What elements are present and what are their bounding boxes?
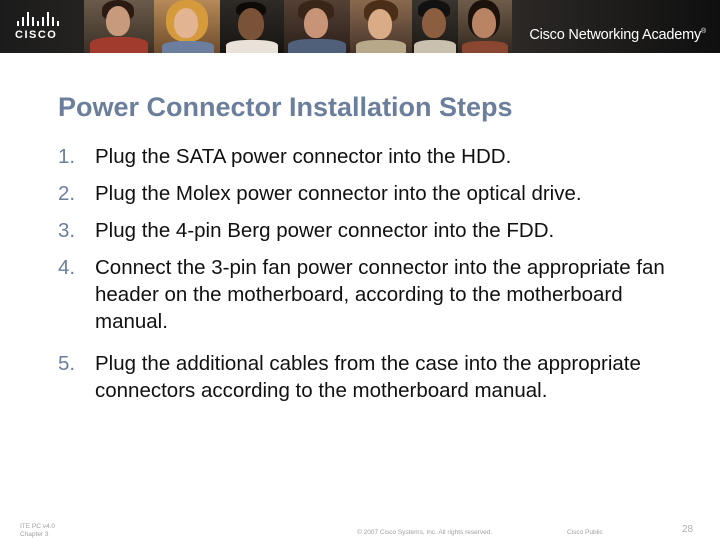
header-banner <box>0 0 720 53</box>
footer-classification: Cisco Public <box>567 529 603 536</box>
cisco-bridge-icon <box>17 12 67 26</box>
steps-list <box>58 143 698 414</box>
step-item <box>58 217 698 244</box>
page-number: 28 <box>682 524 694 535</box>
footer-chapter: Chapter 3 <box>20 531 49 538</box>
footer-course-info <box>20 523 55 539</box>
cisco-logo <box>15 12 67 42</box>
banner-photo-student <box>412 0 458 53</box>
banner-photo-student <box>458 0 512 53</box>
step-number: 2. <box>58 182 76 205</box>
step-number: 4. <box>58 256 76 279</box>
step-item <box>58 143 698 170</box>
academy-registered-mark: ® <box>701 28 706 36</box>
step-text: Connect the 3-pin fan power connector into the appropriate fan header on the motherboard, according to the motherboard manual. <box>95 256 665 333</box>
footer-course: ITE PC v4.0 <box>20 523 56 530</box>
step-number: 3. <box>58 219 76 242</box>
step-text: Plug the Molex power connector into the optical drive. <box>95 182 582 205</box>
banner-photo-student <box>220 0 284 53</box>
step-text: Plug the additional cables from the case into the appropriate connectors according to the motherboard manual. <box>95 352 641 402</box>
step-item <box>58 180 698 207</box>
slide-title: Power Connector Installation Steps <box>58 92 513 122</box>
banner-photo-student <box>284 0 350 53</box>
footer-copyright: © 2007 Cisco Systems, Inc. All rights reserved. <box>357 529 493 536</box>
step-text: Plug the SATA power connector into the HDD. <box>95 145 512 168</box>
step-item <box>58 254 698 335</box>
step-text: Plug the 4-pin Berg power connector into the FDD. <box>95 219 555 242</box>
banner-photo-student <box>84 0 154 53</box>
step-number: 5. <box>58 352 76 375</box>
academy-name-text: Cisco Networking Academy <box>529 27 702 43</box>
banner-photo-student <box>350 0 412 53</box>
step-item <box>58 350 698 404</box>
step-number: 1. <box>58 145 76 168</box>
banner-photo-student <box>154 0 220 53</box>
cisco-logo-wordmark: CISCO <box>15 29 58 41</box>
academy-name <box>529 27 706 43</box>
